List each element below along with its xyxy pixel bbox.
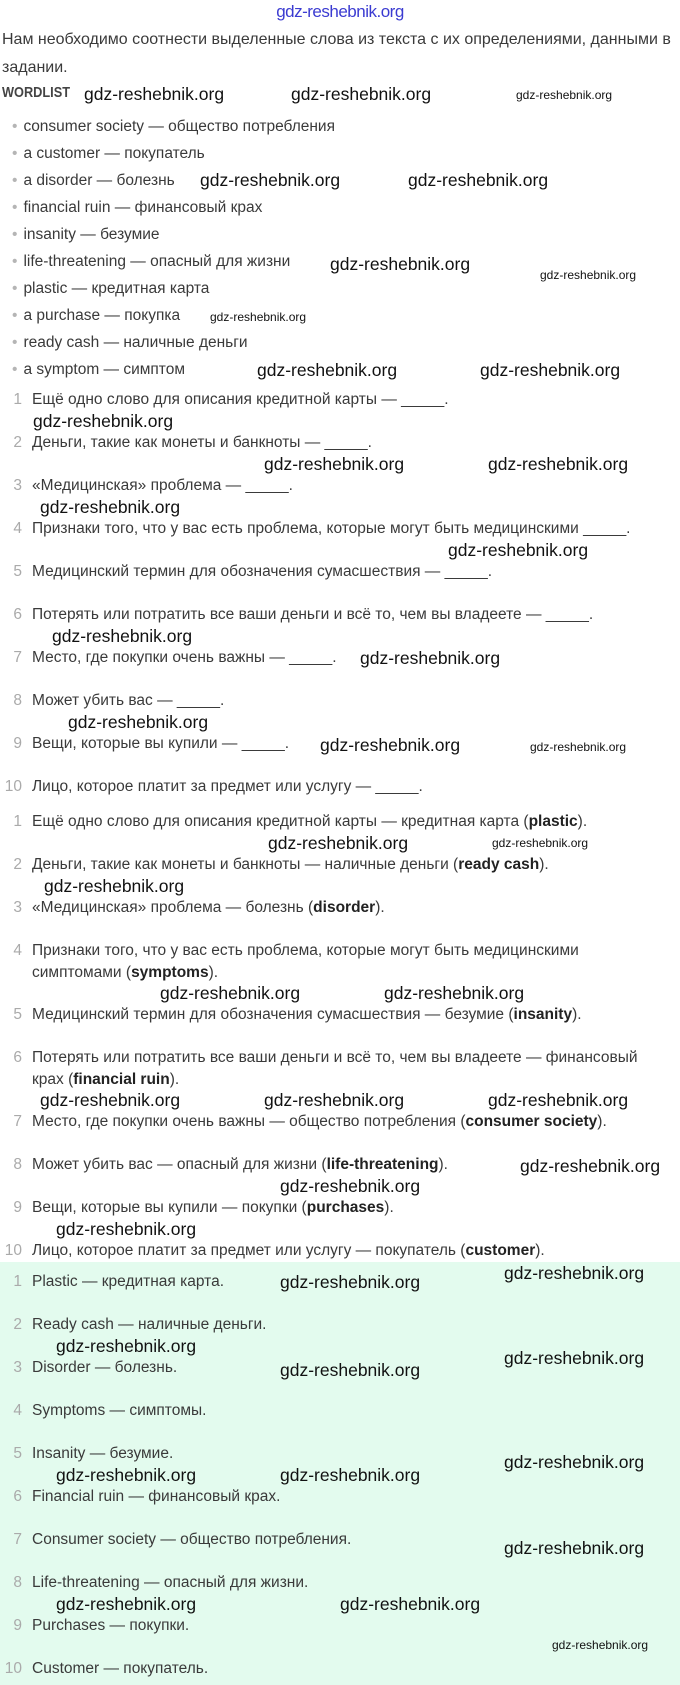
item-number: 3 [13, 899, 22, 916]
item-number: 10 [4, 1242, 22, 1259]
watermark: gdz-reshebnik.org [516, 88, 613, 102]
final-item [0, 1655, 680, 1685]
item-text-main: Медицинский термин для обозначения сумасшествия — _____. [32, 563, 493, 580]
item-text-main: Место, где покупки очень важны — _____. [32, 649, 337, 666]
item-answer-term: consumer society [465, 1113, 598, 1130]
item-text-main: «Медицинская» проблема — _____. [32, 477, 293, 494]
item-number: 7 [13, 649, 22, 666]
final-item [0, 1483, 680, 1526]
watermark: gdz-reshebnik.org [540, 268, 637, 282]
item-number: 8 [13, 1574, 22, 1591]
item-number: 5 [13, 1445, 22, 1462]
item-number: 1 [13, 1273, 22, 1290]
item-text [32, 1111, 680, 1151]
watermark: gdz-reshebnik.org [360, 648, 501, 668]
watermark: gdz-reshebnik.org [40, 1090, 181, 1110]
item-number: 6 [13, 606, 22, 623]
item-number: 8 [13, 1156, 22, 1173]
item-text-main: Место, где покупки очень важны — общество потребления ( [32, 1113, 466, 1130]
item-text-end: ). [208, 964, 219, 981]
watermark: gdz-reshebnik.org [84, 84, 225, 104]
item-text-end: ). [384, 1199, 394, 1216]
watermark: gdz-reshebnik.org [320, 735, 461, 755]
answer-item [0, 1108, 680, 1151]
watermark: gdz-reshebnik.org [56, 1594, 197, 1614]
watermark: gdz-reshebnik.org [488, 454, 629, 474]
watermark: gdz-reshebnik.org [504, 1538, 645, 1558]
item-text-end: ). [539, 856, 549, 873]
wordlist-item: • consumer society — общество потребления [12, 116, 335, 143]
item-number: 9 [13, 1617, 22, 1634]
item-text-main: Признаки того, что у вас есть проблема, которые могут быть медицинскими симптомами ( [32, 942, 579, 981]
item-number: 10 [4, 778, 22, 795]
item-text-main: Лицо, которое платит за предмет или услугу — покупатель ( [32, 1242, 466, 1259]
watermark: gdz-reshebnik.org [268, 833, 409, 853]
item-text-end: ). [375, 899, 385, 916]
item-text-main: Может убить вас — _____. [32, 692, 225, 709]
item-text [32, 1486, 680, 1526]
item-text-end: ). [535, 1242, 545, 1259]
answer-item [0, 1001, 680, 1044]
item-answer-term: ready cash [458, 856, 540, 873]
item-text-main: Потерять или потратить все ваши деньги и всё то, чем вы владеете — _____. [32, 606, 594, 623]
wordlist-item: • life-threatening — опасный для жизни [12, 251, 335, 278]
watermark: gdz-reshebnik.org [200, 170, 341, 190]
item-number: 6 [13, 1049, 22, 1066]
watermark: gdz-reshebnik.org [33, 411, 174, 431]
watermark: gdz-reshebnik.org [210, 310, 307, 324]
item-number: 6 [13, 1488, 22, 1505]
item-number: 9 [13, 735, 22, 752]
watermark: gdz-reshebnik.org [160, 983, 301, 1003]
answer-item [0, 894, 680, 937]
wordlist-item: • a customer — покупатель [12, 143, 335, 170]
item-text-main: Consumer society — общество потребления. [32, 1531, 352, 1548]
watermark: gdz-reshebnik.org [264, 454, 405, 474]
watermark: gdz-reshebnik.org [552, 1638, 649, 1652]
intro-text: Нам необходимо соотнести выделенные слова из текста с их определениями, данными в задании. [2, 31, 671, 76]
watermark: gdz-reshebnik.org [330, 254, 471, 274]
watermark: gdz-reshebnik.org [408, 170, 549, 190]
item-text-main: Insanity — безумие. [32, 1445, 174, 1462]
item-answer-term: customer [465, 1242, 536, 1259]
item-text-main: Disorder — болезнь. [32, 1359, 178, 1376]
item-answer-term: insanity [513, 1006, 573, 1023]
item-text-main: Plastic — кредитная карта. [32, 1273, 225, 1290]
item-number: 1 [13, 391, 22, 408]
watermark: gdz-reshebnik.org [280, 1272, 421, 1292]
wordlist-item: • a disorder — болезнь [12, 170, 335, 197]
item-text-main: Может убить вас — опасный для жизни ( [32, 1156, 327, 1173]
item-number: 8 [13, 692, 22, 709]
item-answer-term: purchases [306, 1199, 385, 1216]
watermark: gdz-reshebnik.org [384, 983, 525, 1003]
watermark: gdz-reshebnik.org [448, 540, 589, 560]
wordlist-heading: WORDLIST [2, 84, 70, 101]
item-number: 7 [13, 1531, 22, 1548]
item-text-main: Вещи, которые вы купили — _____. [32, 735, 290, 752]
item-number: 5 [13, 1006, 22, 1023]
item-number: 2 [13, 856, 22, 873]
watermark: gdz-reshebnik.org [52, 626, 193, 646]
watermark: gdz-reshebnik.org [530, 740, 627, 754]
item-text-main: Признаки того, что у вас есть проблема, которые могут быть медицинскими _____. [32, 520, 631, 537]
question-item [0, 644, 680, 687]
item-text-main: Ещё одно слово для описания кредитной карты — _____. [32, 391, 449, 408]
item-number: 3 [13, 1359, 22, 1376]
wordlist-item: • a symptom — симптом [12, 359, 335, 386]
item-number: 1 [13, 813, 22, 830]
item-text-main: Financial ruin — финансовый крах. [32, 1488, 281, 1505]
item-text [32, 647, 680, 687]
watermark: gdz-reshebnik.org [264, 1090, 405, 1110]
item-number: 2 [13, 1316, 22, 1333]
item-text-main: Symptoms — симптомы. [32, 1402, 207, 1419]
item-text-end: ). [597, 1113, 607, 1130]
watermark: gdz-reshebnik.org [504, 1263, 645, 1283]
item-text-end: ). [577, 813, 588, 830]
watermark: gdz-reshebnik.org [257, 360, 398, 380]
item-text-main: Purchases — покупки. [32, 1617, 190, 1634]
watermark: gdz-reshebnik.org [488, 1090, 629, 1110]
watermark: gdz-reshebnik.org [504, 1452, 645, 1472]
wordlist-item: • insanity — безумие [12, 224, 335, 251]
item-number: 3 [13, 477, 22, 494]
wordlist-item: • a purchase — покупка [12, 305, 335, 332]
item-number: 2 [13, 434, 22, 451]
item-text-main: Вещи, которые вы купили — покупки ( [32, 1199, 307, 1216]
item-text [32, 940, 680, 1001]
watermark: gdz-reshebnik.org [56, 1219, 197, 1239]
watermark: gdz-reshebnik.org [56, 1465, 197, 1485]
item-text [32, 1658, 680, 1685]
watermark: gdz-reshebnik.org [40, 497, 181, 517]
item-text [32, 1004, 680, 1044]
final-item [0, 1397, 680, 1440]
watermark: gdz-reshebnik.org [280, 1465, 421, 1485]
item-text [32, 897, 680, 937]
watermark: gdz-reshebnik.org [44, 876, 185, 896]
item-text-end: ). [169, 1071, 180, 1088]
item-number: 7 [13, 1113, 22, 1130]
item-answer-term: symptoms [131, 964, 209, 981]
item-number: 9 [13, 1199, 22, 1216]
item-text-main: Деньги, такие как монеты и банкноты — _____. [32, 434, 372, 451]
item-answer-term: disorder [313, 899, 376, 916]
watermark: gdz-reshebnik.org [340, 1594, 481, 1614]
watermark: gdz-reshebnik.org [280, 1176, 421, 1196]
wordlist-item: • plastic — кредитная карта [12, 278, 335, 305]
watermark: gdz-reshebnik.org [520, 1156, 661, 1176]
item-answer-term: financial ruin [73, 1071, 170, 1088]
item-number: 4 [13, 1402, 22, 1419]
watermark: gdz-reshebnik.org [504, 1348, 645, 1368]
item-text-main: Лицо, которое платит за предмет или услугу — _____. [32, 778, 423, 795]
item-number: 5 [13, 563, 22, 580]
item-number: 10 [4, 1660, 22, 1677]
item-text-end: ). [572, 1006, 582, 1023]
item-text [32, 1400, 680, 1440]
watermark: gdz-reshebnik.org [480, 360, 621, 380]
item-text-end: ). [438, 1156, 448, 1173]
item-text-main: «Медицинская» проблема — болезнь ( [32, 899, 314, 916]
item-text-main: Life-threatening — опасный для жизни. [32, 1574, 309, 1591]
item-text-main: Потерять или потратить все ваши деньги и всё то, чем вы владеете — финансовый крах ( [32, 1049, 638, 1088]
item-answer-term: life-threatening [326, 1156, 439, 1173]
watermark: gdz-reshebnik.org [68, 712, 209, 732]
item-answer-term: plastic [528, 813, 578, 830]
watermark: gdz-reshebnik.org [280, 1360, 421, 1380]
item-text-main: Деньги, такие как монеты и банкноты — наличные деньги ( [32, 856, 459, 873]
item-text-main: Медицинский термин для обозначения сумасшествия — безумие ( [32, 1006, 514, 1023]
watermark: gdz-reshebnik.org [492, 836, 589, 850]
question-item [0, 558, 680, 601]
item-text [32, 561, 680, 601]
item-text-main: Customer — покупатель. [32, 1660, 209, 1677]
wordlist-item: • financial ruin — финансовый крах [12, 197, 335, 224]
wordlist [12, 116, 335, 386]
site-header[interactable]: gdz-reshebnik.org [276, 2, 404, 21]
item-number: 4 [13, 520, 22, 537]
watermark: gdz-reshebnik.org [56, 1336, 197, 1356]
watermark: gdz-reshebnik.org [291, 84, 432, 104]
answer-item [0, 937, 680, 1001]
item-number: 4 [13, 942, 22, 959]
wordlist-item: • ready cash — наличные деньги [12, 332, 335, 359]
item-text-main: Ещё одно слово для описания кредитной карты — кредитная карта ( [32, 813, 529, 830]
item-text-main: Ready cash — наличные деньги. [32, 1316, 267, 1333]
